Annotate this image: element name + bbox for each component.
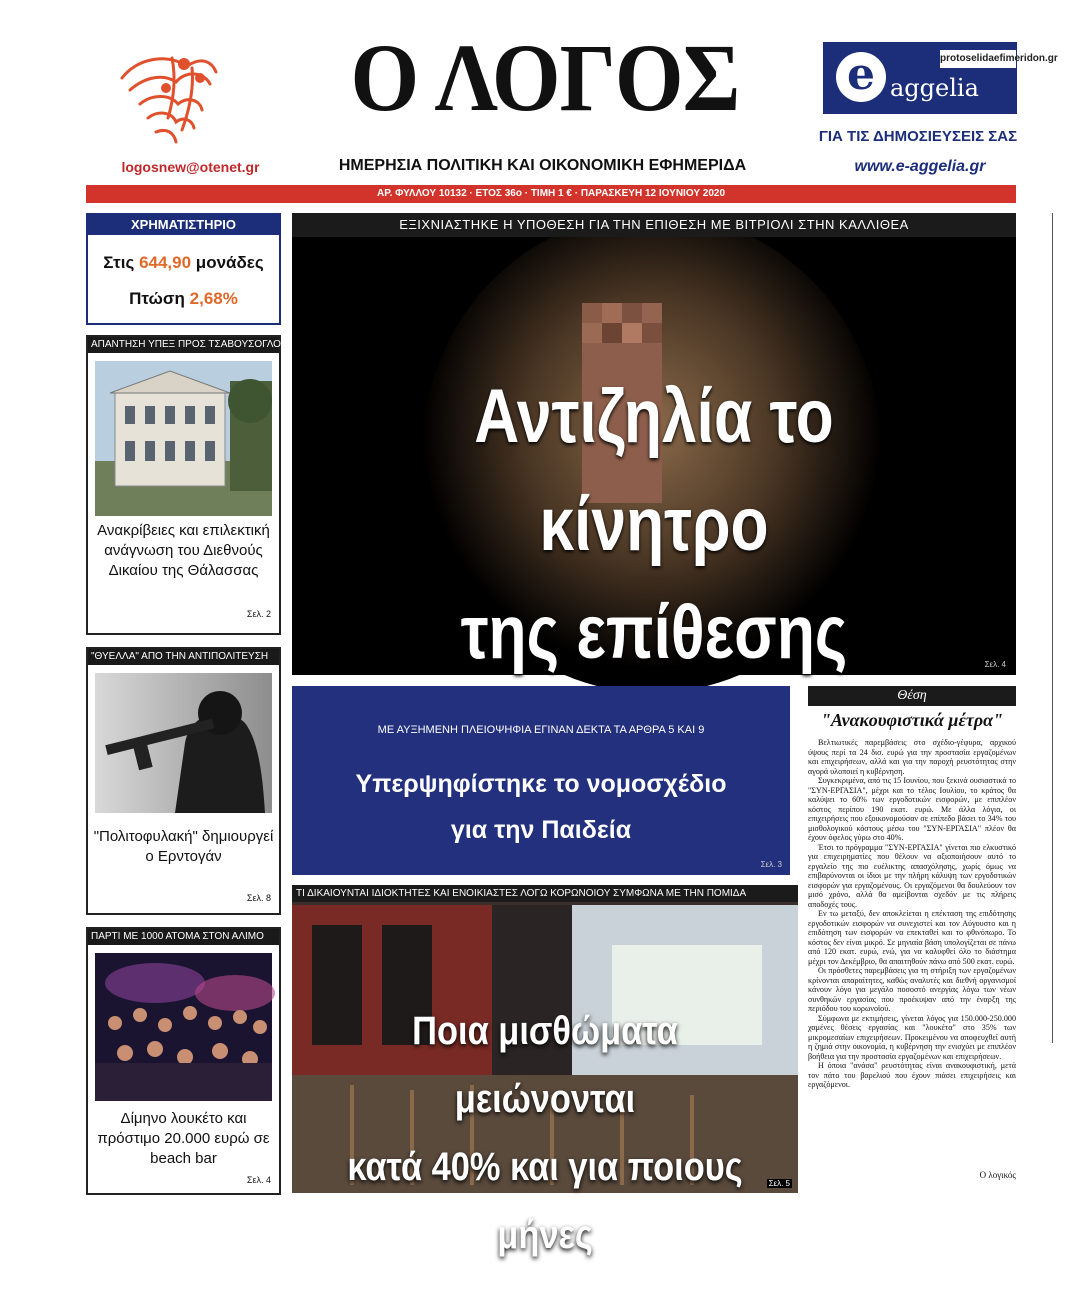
ad-url-link[interactable]: www.e-aggelia.gr [854,158,986,175]
side-story-headline: Δίμηνο λουκέτο και πρόστιμο 20.000 ευρώ σε beach bar [97,1110,270,1167]
page-reference: Σελ. 4 [984,660,1006,669]
newspaper-title: Ο ΛΟΓΟΣ [350,24,740,131]
beach-party-photo [95,953,272,1101]
opinion-label: Θέση [808,686,1016,706]
ministry-building-photo [95,361,272,516]
lead-kicker: ΕΞΙΧΝΙΑΣΤΗΚΕ Η ΥΠΟΘΕΣΗ ΓΙΑ ΤΗΝ ΕΠΙΘΕΣΗ ΜΕ ΒΙΤΡΙΟΛΙ ΣΤΗΝ ΚΑΛΛΙΘΕΑ [292,213,1016,237]
watermark-site-tag: protoselidaefimeridon.gr [940,50,1016,68]
page-reference: Σελ. 3 [760,860,782,869]
index-prefix: Στις [103,253,135,272]
opinion-paragraph: Έτσι το πρόγραμμα "ΣΥΝ-ΕΡΓΑΣΙΑ" γίνεται πιο ελκυστικό για επιχειρηματίες που θέλουν να αξιοποιήσουν αυτό το εργαλείο της πιο ευέλικτης απασχόλησης, χωρίς όμως να επιβαρύνονται οι ίδιοι με την πλήρη κάλυψη των εργοδοτικών εισφορών για εργαζομένους. Οι εργαζόμενοι θα δουλεύουν τον μισό χρόνο, αλλά θα αμείβονται σχεδόν με τις πλήρεις αποδοχές τους. [808,842,1016,909]
side-story-kicker: "ΘΥΕΛΛΑ" ΑΠΟ ΤΗΝ ΑΝΤΙΠΟΛΙΤΕΥΣΗ [88,649,279,665]
change-label: Πτώση [129,289,185,308]
page-reference: Σελ. 4 [246,1175,271,1185]
education-headline-line1: Υπερψηφίστηκε το νομοσχέδιο [355,770,727,798]
issue-info-bar: ΑΡ. ΦΥΛΛΟΥ 10132 · ΕΤΟΣ 36ο · ΤΙΜΗ 1 € · ΠΑΡΑΣΚΕΥΗ 12 ΙΟΥΝΙΟΥ 2020 [86,185,1016,203]
side-story-kicker: ΑΠΑΝΤΗΣΗ ΥΠΕΞ ΠΡΟΣ ΤΣΑΒΟΥΣΟΓΛΟΥ [88,337,279,353]
lead-story[interactable] [292,213,1016,675]
stock-market-change [88,289,279,309]
stock-market-header: ΧΡΗΜΑΤΙΣΤΗΡΙΟ [88,215,279,235]
page-reference: Σελ. 5 [768,1179,790,1188]
opinion-body [808,738,1016,1090]
rent-headline-line1: Ποια μισθώματα μειώνονται [412,1009,678,1121]
eaggelia-logo-icon: e [836,52,886,102]
lead-headline-line1: Αντιζηλία το κίνητρο [474,374,834,567]
rent-headline [327,997,762,1269]
education-headline-line2: για την Παιδεία [450,816,632,844]
contact-email: logosnew@otenet.gr [121,159,260,175]
opinion-paragraph: Συγκεκριμένα, από τις 15 Ιουνίου, που ξεκινά ουσιαστικά το "ΣΥΝ-ΕΡΓΑΣΙΑ", μέχρι και το τέλος Ιουλίου, το κράτος θα καλύψει το 60% των εργοδοτικών εισφορών, με επιπλέον κόστος περίπου 190 εκατ. ευρώ. Με άλλα λόγια, οι επιχειρήσεις που εξοικονομούσαν σε επίπεδο βάσει το 34% του μισθολογικού κόστους μέσω του "ΣΥΝ-ΕΡΓΑΣΙΑ" πλέον θα έχουν όφελος γύρω στο 40%. [808,776,1016,842]
lead-headline [357,363,951,687]
side-story-headline: Ανακρίβειες και επιλεκτική ανάγνωση του Διεθνούς Δικαίου της Θάλασσας [97,522,270,579]
page-reference: Σελ. 8 [246,893,271,903]
opinion-paragraph: Εν τω μεταξύ, δεν αποκλείεται η επέκταση της επιδότησης εργοδοτικών εισφορών να συνεχιστεί και τον Αύγουστο και η επιδότηση των εισφορών να επεκταθεί και το φθινόπωρο. Το κόστος δεν είναι μικρό. Σε μηνιαία βάση υπολογίζεται σε πάνω από 120 εκατ. ευρώ, ενώ, για να καλυφθεί όλο το διάστημα μέχρι τον Δεκέμβριο, θα απαιτηθούν πάνω από 500 εκατ. ευρώ. [808,909,1016,966]
index-value: 644,90 [139,253,192,272]
rent-kicker: ΤΙ ΔΙΚΑΙΟΥΝΤΑΙ ΙΔΙΟΚΤΗΤΕΣ ΚΑΙ ΕΝΟΙΚΙΑΣΤΕΣ ΛΟΓΩ ΚΟΡΩΝΟΙΟΥ ΣΥΜΦΩΝΑ ΜΕ ΤΗΝ ΠΟΜΙΔΑ [292,885,798,902]
education-kicker: ΜΕ ΑΥΞΗΜΕΝΗ ΠΛΕΙΟΨΗΦΙΑ ΕΓΙΝΑΝ ΔΕΚΤΑ ΤΑ ΑΡΘΡΑ 5 ΚΑΙ 9 [377,724,705,736]
page-reference: Σελ. 2 [246,609,271,619]
opinion-paragraph: Σύμφωνα με εκτιμήσεις, γίνεται λόγος για 150.000-250.000 χαμένες θέσεις εργασίας και "λουκέτα" στο 35% των μικρομεσαίων επιχειρήσεων. Προκειμένου να αποφευχθεί αυτή η ζημιά στην οικονομία, η κυβέρνηση την ενισχύει με επιπλέον βοήθεια για την προστασία εργαζομένων και επιχειρήσεων. [808,1013,1016,1061]
opinion-column[interactable] [808,686,1016,1196]
lead-headline-line2: της επίθεσης [460,590,848,675]
page-edge-rule [1052,213,1053,1043]
education-headline [292,761,790,853]
ad-tagline: ΓΙΑ ΤΙΣ ΔΗΜΟΣΙΕΥΣΕΙΣ ΣΑΣ [818,128,1018,145]
rent-headline-line2: κατά 40% και για ποιους μήνες [347,1145,743,1257]
opinion-paragraph: Η όποια "ανάσα" ρευστότητας είναι ανακουφιστική, μετά τον πάτο του βαρελιού που έχουν πιάσει επιχειρήσεις και εργαζόμενοι. [808,1061,1016,1089]
opinion-paragraph: Οι πρόσθετες παρεμβάσεις για τη στήριξη των εργαζομένων κρίνονται απαραίτητες, καθώς αναλυτές και διεθνή οργανισμοί κάνουν λόγο για μεγάλο ποσοστό ανεργίας λόγω των νέων συνθηκών εργασίας που προέκυψαν από την έναρξη της περιόδου του κορωνοϊού. [808,966,1016,1013]
opinion-title: "Ανακουφιστικά μέτρα" [820,710,1004,730]
rent-reduction-story[interactable] [292,885,798,1257]
side-story-erdogan[interactable] [86,647,281,915]
side-story-greek-fm[interactable] [86,335,288,635]
opinion-signature: Ο λογικός [979,1170,1016,1180]
side-story-beach-bar[interactable] [86,927,281,1195]
logo-emblem-icon [112,48,222,152]
side-story-kicker: ΠΑΡΤΙ ΜΕ 1000 ΑΤΟΜΑ ΣΤΟΝ ΑΛΙΜΟ [88,929,279,945]
index-unit: μονάδες [195,253,264,272]
education-bill-story[interactable] [292,686,790,875]
stock-market-index [88,253,279,273]
opinion-paragraph: Βελτιωτικές παρεμβάσεις στο σχέδιο-γέφυρα, αρχικού ύψους περί τα 24 δισ. ευρώ για την προστασία εργαζομένων και επιχειρήσεων, αλλά και για την παροχή ρευστότητας στην αγορά υλοποιεί η κυβέρνηση. [808,738,1016,776]
stock-market-box [86,213,281,325]
armed-militia-photo [95,673,272,813]
change-value: 2,68% [189,289,238,308]
eaggelia-logo-text: aggelia [890,74,979,102]
newspaper-subtitle: ΗΜΕΡΗΣΙΑ ΠΟΛΙΤΙΚΗ ΚΑΙ ΟΙΚΟΝΟΜΙΚΗ ΕΦΗΜΕΡΙΔΑ [338,157,747,174]
side-story-headline: "Πολιτοφυλακή" δημιουργεί ο Ερντογάν [93,828,274,865]
